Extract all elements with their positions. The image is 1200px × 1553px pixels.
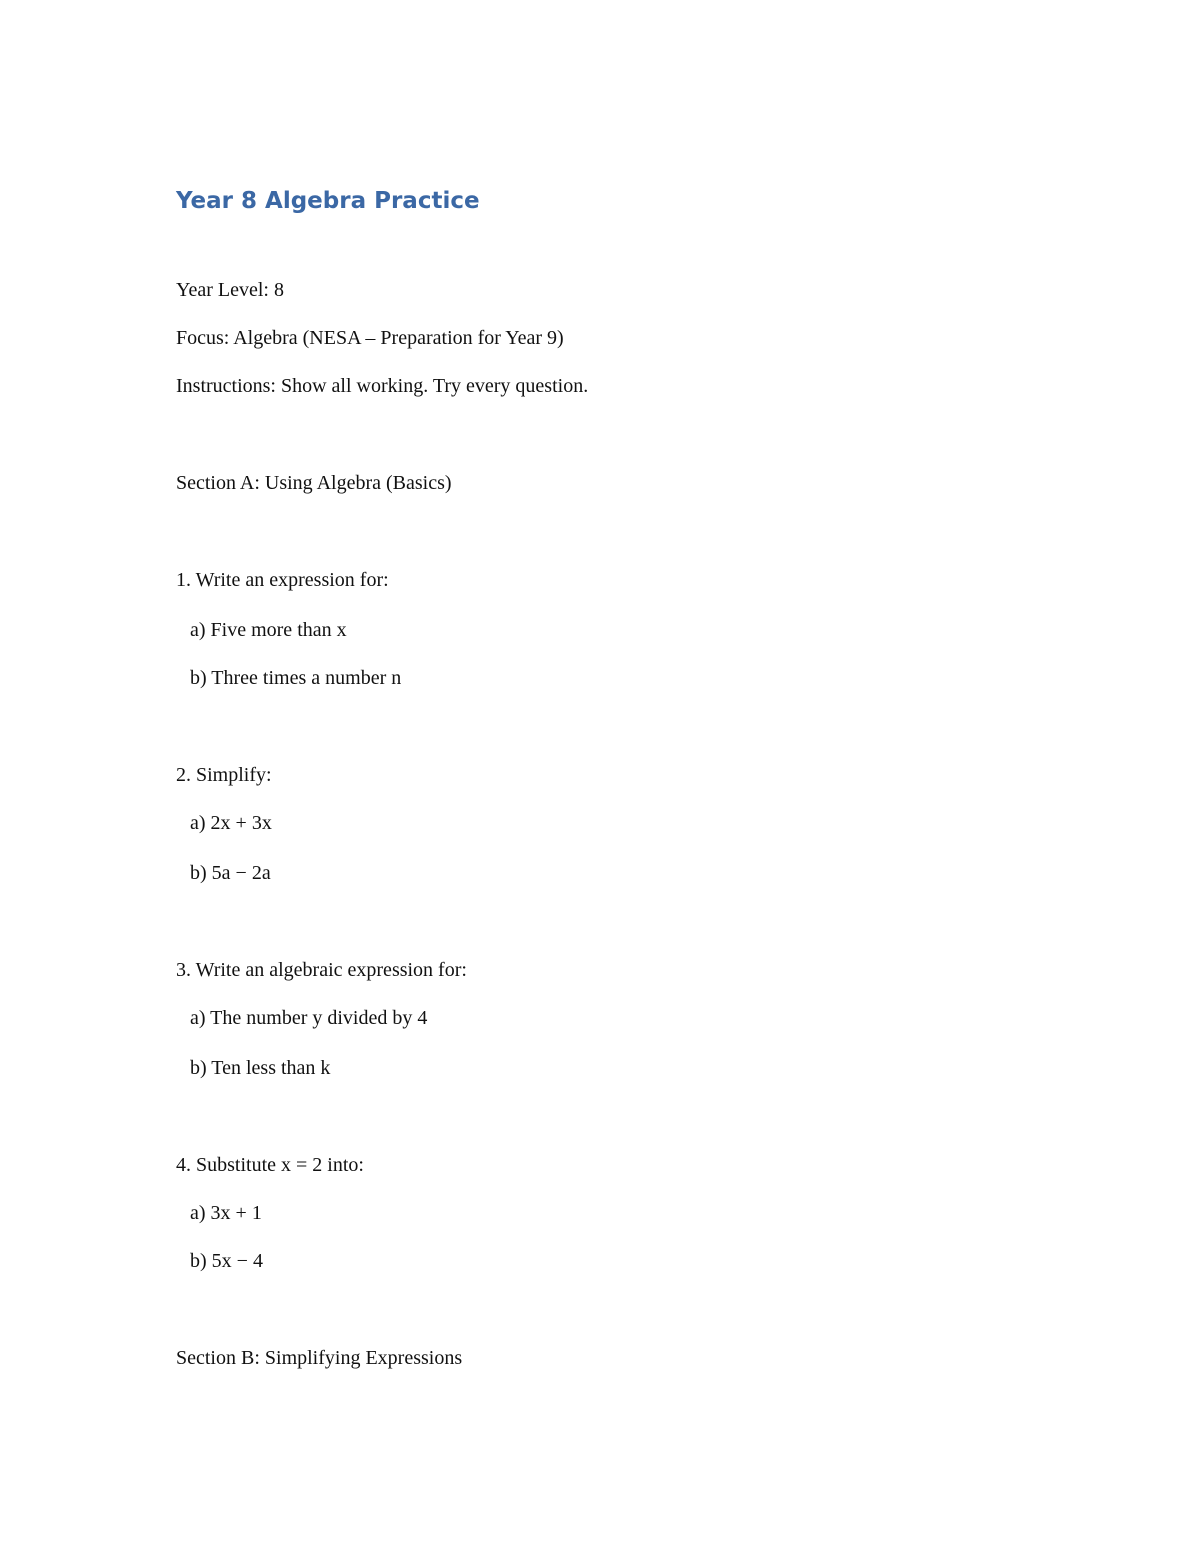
section-b-heading: Section B: Simplifying Expressions (176, 1347, 463, 1369)
question-1-part-b: b) Three times a number n (190, 667, 402, 689)
question-1-part-a: a) Five more than x (190, 619, 347, 641)
question-2-part-b: b) 5a − 2a (190, 862, 271, 884)
document-title: Year 8 Algebra Practice (176, 188, 480, 214)
question-1-prompt: 1. Write an expression for: (176, 569, 389, 591)
year-level: Year Level: 8 (176, 279, 284, 301)
question-4-part-a: a) 3x + 1 (190, 1202, 262, 1224)
focus: Focus: Algebra (NESA – Preparation for Year 9) (176, 327, 564, 349)
question-2-part-a: a) 2x + 3x (190, 812, 272, 834)
question-3-part-a: a) The number y divided by 4 (190, 1007, 428, 1029)
question-2-prompt: 2. Simplify: (176, 764, 272, 786)
question-4-part-b: b) 5x − 4 (190, 1250, 263, 1272)
section-a-heading: Section A: Using Algebra (Basics) (176, 472, 452, 494)
question-3-part-b: b) Ten less than k (190, 1057, 331, 1079)
question-3-prompt: 3. Write an algebraic expression for: (176, 959, 467, 981)
question-4-prompt: 4. Substitute x = 2 into: (176, 1154, 364, 1176)
instructions: Instructions: Show all working. Try every question. (176, 375, 589, 397)
